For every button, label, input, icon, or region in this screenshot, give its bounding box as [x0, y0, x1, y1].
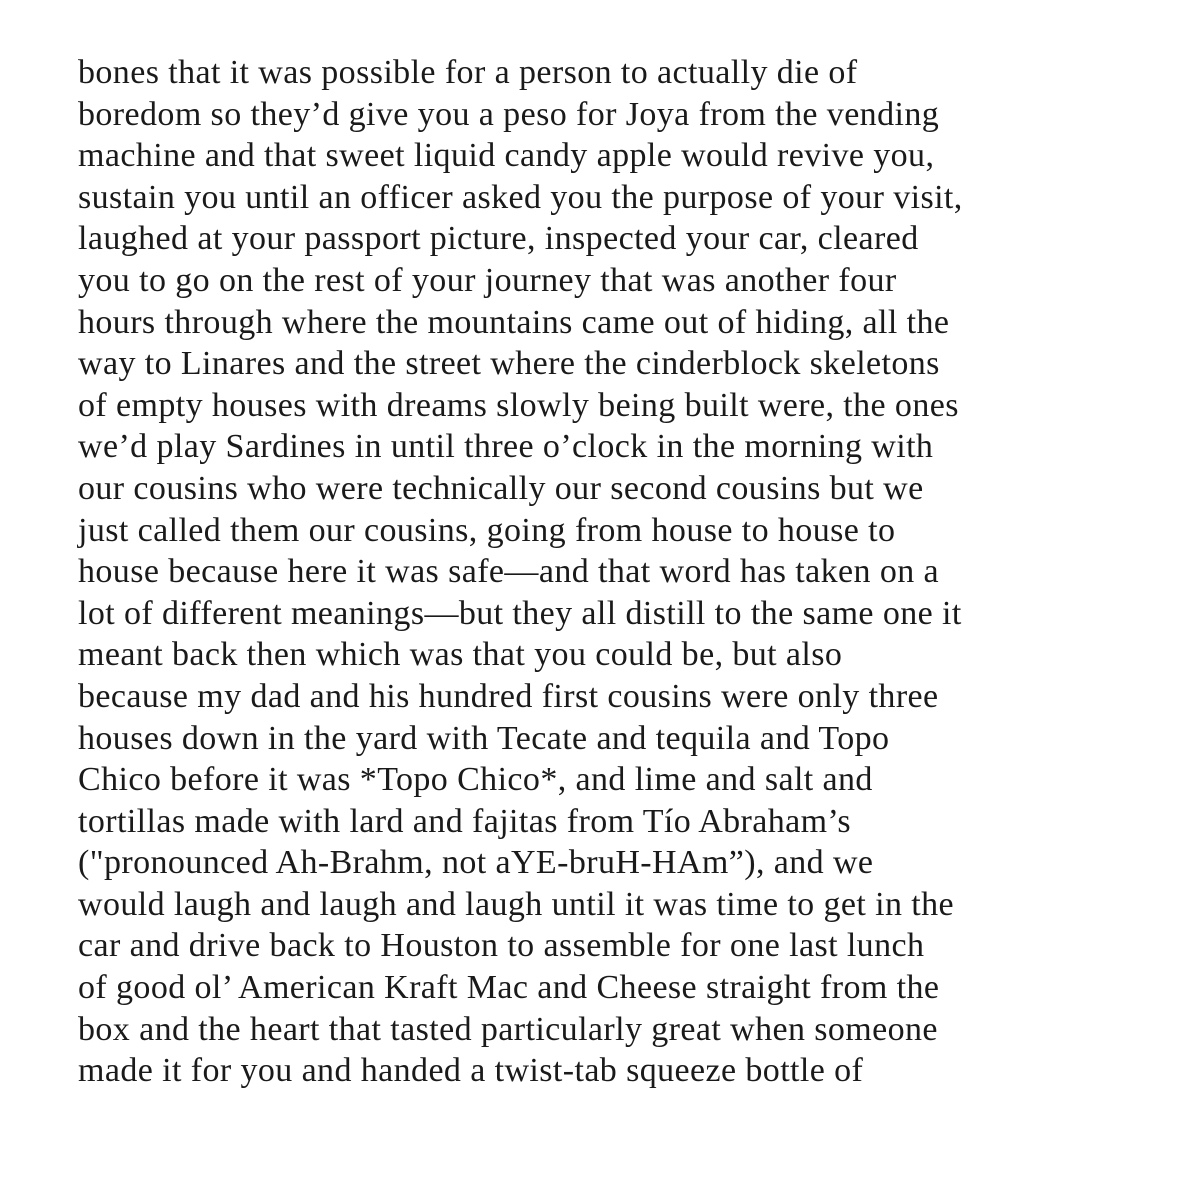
text-line: of empty houses with dreams slowly being built were, the ones [78, 386, 959, 424]
text-line: made it for you and handed a twist-tab squeeze bottle of [78, 1052, 864, 1090]
text-line: tortillas made with lard and fajitas from Tío Abraham’s [78, 802, 851, 840]
text-line: of good ol’ American Kraft Mac and Cheese straight from the [78, 969, 940, 1007]
text-line: sustain you until an officer asked you the purpose of your visit, [78, 178, 963, 216]
text-line: boredom so they’d give you a peso for Joya from the vending [78, 95, 940, 133]
text-line: you to go on the rest of your journey that was another four [78, 261, 897, 299]
text-line: machine and that sweet liquid candy apple would revive you, [78, 137, 935, 175]
text-line: meant back then which was that you could be, but also [78, 636, 843, 674]
text-line: hours through where the mountains came out of hiding, all the [78, 303, 950, 341]
text-line: car and drive back to Houston to assemble for one last lunch [78, 927, 925, 965]
text-line: Chico before it was *Topo Chico*, and lime and salt and [78, 761, 873, 799]
text-line: our cousins who were technically our second cousins but we [78, 469, 924, 507]
text-line: laughed at your passport picture, inspected your car, cleared [78, 220, 919, 258]
body-text [78, 52, 963, 1092]
text-line: bones that it was possible for a person to actually die of [78, 54, 858, 91]
text-line: box and the heart that tasted particularly great when someone [78, 1010, 938, 1048]
text-line: would laugh and laugh and laugh until it was time to get in the [78, 885, 954, 923]
text-line: houses down in the yard with Tecate and tequila and Topo [78, 719, 890, 757]
text-line: lot of different meanings—but they all distill to the same one it [78, 594, 962, 632]
text-line: way to Linares and the street where the cinderblock skeletons [78, 345, 940, 383]
text-line: just called them our cousins, going from house to house to [78, 511, 896, 549]
text-line: house because here it was safe—and that word has taken on a [78, 553, 940, 591]
text-line: we’d play Sardines in until three o’clock in the morning with [78, 428, 934, 466]
text-line: ("pronounced Ah-Brahm, not aYE-bruH-HAm”), and we [78, 844, 874, 882]
text-line: because my dad and his hundred first cousins were only three [78, 677, 939, 715]
